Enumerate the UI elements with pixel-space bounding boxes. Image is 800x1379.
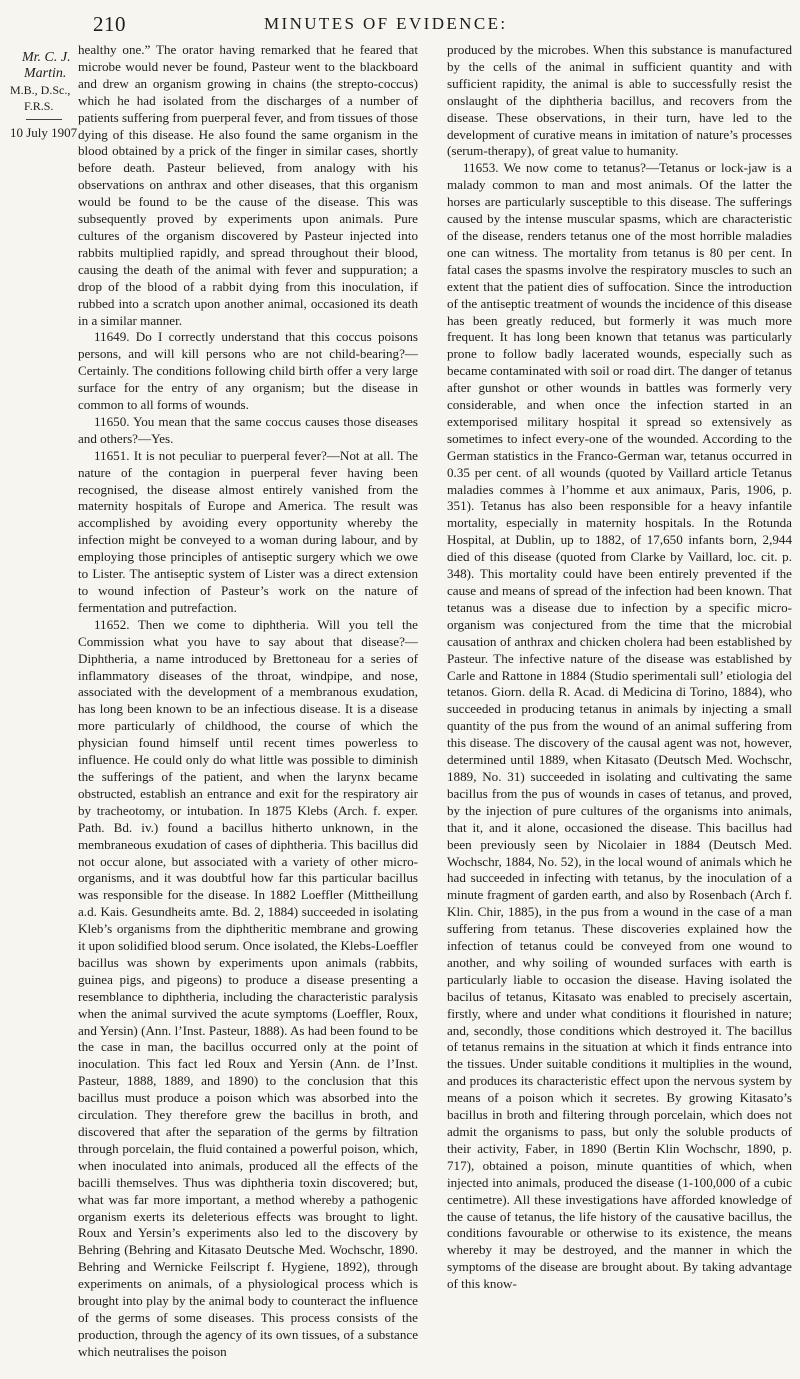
witness-name-line-2: Martin. [24, 66, 67, 81]
margin-divider [26, 119, 62, 120]
running-head: MINUTES OF EVIDENCE: [264, 14, 508, 33]
paragraph: 11650. You mean that the same coccus causes those diseases and others?—Yes. [78, 413, 418, 446]
paragraph: produced by the microbes. When this substance is manufactured by the cells of the animal in sufficient quantity and with sufficient rapidity, the animal is able to successfully resist the onslaught of the diphtheria bacillus, and recovers from the disease. These observations, in their turn, have led to the development of curative means in imitation of nature’s processes (serum-therapy), of great value to humanity. [447, 42, 792, 159]
paragraph: 11652. Then we come to diphtheria. Will you tell the Commission what you have to say about that disease?— Diphtheria, a name introduced by Brettoneau for a series of inflammatory diseases of the throat, windpipe, and nose, associated with the development of a membranous exudation, has long been known to be an infectious disease. It is a disease more particularly of childhood, the course of which the physician found himself until recent times powerless to influence. He could only do what little was possible to diminish the sufferings of the patient, and when the larynx became obstructed, establish an entrance and exit for the respiratory air by tracheotomy, or intubation. In 1875 Klebs (Arch. f. exper. Path. Bd. iv.) found a bacillus hitherto unknown, in the membraneous exudation of cases of diphtheria. This bacillus did not occur alone, but associated with a variety of other micro-organisms, and it was doubtful how far this particular bacillus was responsible for the disease. In 1882 Loeffler (Mittheillung a.d. Kais. Gesundheits amte. Bd. 2, 1884) succeeded in isolating Kleb’s organisms from the diphtheritic membrane and growing it upon solidified blood serum. Once isolated, the Klebs-Loeffler bacillus was shown by experiments upon animals (rabbits, guinea pigs, and pigeons) to produce a disease presenting a resemblance to diphtheria, including the characteristic paralysis when the animal survived the acute symptoms (Loeffler, Roux, and Yersin) (Ann. l’Inst. Pasteur, 1888). As had been found to be the case in man, the bacillus occurred only at the point of inoculation. This fact led Roux and Yersin (Ann. de l’Inst. Pasteur, 1888, 1889, and 1890) to the conclusion that this bacillus must produce a poison which was absorbed into the circulation. They therefore grew the bacillus in broth, and discovered that after the separation of the germs by filtration through porcelain, the fluid contained a powerful poison, which, when inoculated into animals, produced all the effects of the bacilli themselves. Thus was diphtheria toxin discovered; but, what was far more important, a method whereby a pathogenic organism exerts its deleterious effects was brought to light. Roux and Yersin’s experiments also led to the discovery by Behring (Behring and Kitasato Deutsche Med. Wochschr, 1890. Behring and Wernicke Feilscript f. Hygiene, 1892), through experiments on animals, of a physiological process which is brought into play by the animal body to counteract the influence of the germs of some diseases. This process consists of the production, through the agency of its own tissues, of a substance which neutralises the poison [78, 616, 418, 1359]
hearing-date: 10 July 1907 [10, 125, 78, 140]
paragraph: 11649. Do I correctly understand that this coccus poisons persons, and will kill persons who are not child-bearing?—Certainly. The conditions following child birth offer a very large surface for the entry of any organism; but the disease in common to all forms of wounds. [78, 329, 418, 413]
paragraph: healthy one.” The orator having remarked that he feared that microbe would never be found, Pasteur went to the blackboard and drew an organism growing in chains (the strepto-coccus) which he had isolated from the discharges of a number of patients suffering from puerperal fever, and from tissues of those dying of this disease. He also found the same organism in the blood obtained by a prick of the finger in similar cases, shortly before death. Pasteur believed, from analogy with his observations on anthrax and other diseases, that this organism would be found to be the cause of the disease. This was subsequently proved by experiments upon animals. Pure cultures of the organism discovered by Pasteur injected into rabbits multiplied rapidly, and spread throughout their blood, causing the death of the animal with fever and suppuration; a drop of the blood of a rabbit dying from this inoculation, if rubbed into a scratch upon another animal, occasioned its death in a similar manner. [78, 42, 418, 328]
paragraph: 11651. It is not peculiar to puerperal fever?—Not at all. The nature of the contagion in puerperal fever having been recognised, the disease almost entirely vanished from the maternity hospitals of Europe and America. The result was accomplished by avoiding every opportunity whereby the infection might be conveyed to a woman during labour, and by employing those principles of antiseptic surgery which we owe to Lister. The antiseptic system of Lister was a direct extension to wound infection of Pasteur’s work on the nature of fermentation and putrefaction. [78, 447, 418, 615]
paragraph: 11653. We now come to tetanus?—Tetanus or lock-jaw is a malady common to man and most animals. Of the latter the horses are particularly susceptible to this disease. The sufferings caused by the intense muscular spasms, which are characteristic of the disease, renders tetanus one of the most horrible maladies one can witness. The mortality from tetanus is 80 per cent. In fatal cases the spasms involve the respiratory muscles to such an extent that the patient dies of suffocation. Since the introduction of the antiseptic treatment of wounds the incidence of this disease has been greatly reduced, but formerly it was much more frequent. It has long been known that tetanus was particularly prone to follow badly lacerated wounds, especially such as became contaminated with soil or road dirt. The danger of tetanus after gunshot or other wounds in battles was formerly very considerable, and when once the infection started in an extemporised military hospital it spread so extensively as sometimes to infect every-one of the wounded. According to the German statistics in the Franco-German war, tetanus occurred in 0.35 per cent. of all wounds (quoted by Vaillard article Tetanus maladies commes à l’homme et aux animaux, Paris, 1906, p. 351). Tetanus has also been responsible for a heavy infantile mortality, especially in maternity hospitals. In the Rotunda Hospital, at Dublin, up to 1882, of 17,650 infants born, 2,944 died of this disease (quoted from Clarke by Vaillard, loc. cit. p. 348). This mortality could have been entirely prevented if the cause and means of spread of the infection had been known. That tetanus was a disease due to infection by a specific micro-organism was conjectured from the time that the microbial causation of anthrax and chicken cholera had been established by Pasteur. The infective nature of the disease was established by Carle and Rattone in 1884 (Studio sperimentali sull’ etiologia del tetanos. Giorn. della R. Acad. di Medicina di Torino, 1884), who succeeded in producing tetanus in animals by injecting a small quantity of the pus from the wound of an animal suffering from this disease. The discovery of the causal agent was not, however, determined until 1889, when Kitasato (Deutsch Med. Wochschr, 1889, No. 31) succeeded in isolating and cultivating the same bacillus from the pus of wounds in cases of tetanus, and proved, by the injection of pure cultures of the organisms into animals, that it, and it alone, occasioned the disease. This bacillus had been previously seen by Nicolaier in 1884 (Deutsch Med. Wochschr, 1884, No. 52), in the local wound of animals which he had succeeded in infecting with tetanus, by the inoculation of a minute fragment of garden earth, and also by Rosenbach (Arch f. Klin. Chir, 1885), in the pus from a wound in the case of a man suffering from tetanus. These discoveries explained how the infection of tetanus could be conveyed from one wound to another, and why soiling of wounded surfaces with earth is particularly liable to occasion the disease. Having isolated the bacilus of tetanus, Kitasato was enabled to precisely ascertain, firstly, where and under what conditions it flourished in nature; and, secondly, those conditions which destroyed it. The bacillus of tetanus remains in the situation at which it finds entrance into the tissues. Under suitable conditions it multiplies in the wound, and produces its characteristic effect upon the nervous system by means of a poison which it secretes. By growing Kitasato’s bacillus in broth and filtering through porcelain, which does not admit the organisms to pass, but only the soluble products of their activity, Faber, in 1890 (Bertin Klin Wochschr, 1890, p. 717), obtained a poison, minute quantities of which, when injected into animals, produced the disease (1-100,000 of a cubic centimetre). All these investigations have afforded knowledge of the cause of tetanus, the life history of the causative bacillus, the conditions favourable or otherwise to its existence, the means whereby it may be destroyed, and the manner in which the symptoms of the disease are brought about. By taking advantage of this know- [447, 160, 792, 1292]
page-header [0, 8, 800, 38]
witness-name-line-1: Mr. C. J. [22, 50, 71, 65]
witness-degrees-line-2: F.R.S. [24, 99, 54, 113]
right-column [447, 42, 792, 1293]
page-number: 210 [93, 12, 126, 36]
margin-note [10, 50, 78, 141]
left-column [78, 42, 418, 1361]
witness-degrees-line-1: M.B., D.Sc., [10, 83, 71, 97]
